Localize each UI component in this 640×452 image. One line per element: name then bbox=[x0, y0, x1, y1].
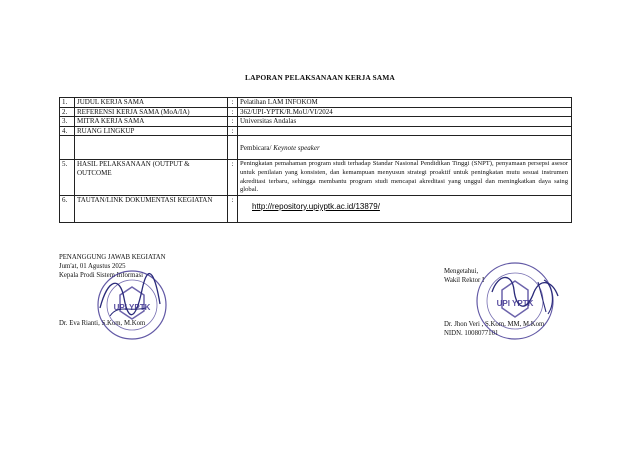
right-stamp-text: UPI YPTK bbox=[496, 299, 534, 308]
right-signature-position: Wakil Rektor I bbox=[444, 277, 485, 284]
documentation-link[interactable]: http://repository.upiyptk.ac.id/13879/ bbox=[252, 201, 380, 211]
report-table bbox=[59, 97, 572, 223]
row-separator: : bbox=[228, 126, 238, 136]
table-row bbox=[60, 136, 572, 160]
row-number: 5. bbox=[60, 160, 75, 195]
row-value: Peningkatan pemahaman program studi terhadap Standar Nasional Pendidikan Tinggi (SNPT), penyamaan persepsi asesor untuk penilaian yang konsisten, dan kemampuan menyusun strategi proaktif untuk peningkatan mutu sesuai instrumen akreditasi terbaru, sehingga membantu program studi mencapai akreditasi yang unggul dan meningkatkan daya saing global. bbox=[238, 160, 572, 195]
right-signature-nidn: NIDN. 1008077101 bbox=[444, 330, 499, 337]
left-signature-date: Jum'at, 01 Agustus 2025 bbox=[59, 263, 126, 270]
document-title: LAPORAN PELAKSANAAN KERJA SAMA bbox=[245, 73, 395, 82]
row-label: JUDUL KERJA SAMA bbox=[75, 98, 228, 108]
row-label: HASIL PELAKSANAAN (OUTPUT & OUTCOME bbox=[75, 160, 228, 195]
row-separator: : bbox=[228, 195, 238, 222]
row-separator: : bbox=[228, 160, 238, 195]
left-stamp-text: UPI YPTK bbox=[113, 303, 151, 312]
left-signature-heading: PENANGGUNG JAWAB KEGIATAN bbox=[59, 254, 166, 261]
right-signature-name: Dr. Jhon Veri , S.Kom, MM, M.Kom bbox=[444, 321, 545, 328]
row-number: 2. bbox=[60, 107, 75, 117]
row-label: TAUTAN/LINK DOKUMENTASI KEGIATAN bbox=[75, 195, 228, 222]
table-row bbox=[60, 195, 572, 222]
left-signature-scribble-icon bbox=[90, 268, 170, 328]
row-label: REFERENSI KERJA SAMA (MoA/IA) bbox=[75, 107, 228, 117]
table-row bbox=[60, 98, 572, 108]
row-value bbox=[238, 195, 572, 222]
row-value: 362/UPI-YPTK/R.MoU/VI/2024 bbox=[238, 107, 572, 117]
table-row bbox=[60, 117, 572, 127]
scope-prefix: Pembicara/ bbox=[240, 143, 274, 152]
row-label: MITRA KERJA SAMA bbox=[75, 117, 228, 127]
row-number: 1. bbox=[60, 98, 75, 108]
table-row bbox=[60, 107, 572, 117]
row-number: 4. bbox=[60, 126, 75, 136]
row-separator: : bbox=[228, 117, 238, 127]
row-label bbox=[75, 136, 228, 160]
scope-italic: Keynote speaker bbox=[273, 143, 320, 152]
row-label: RUANG LINGKUP bbox=[75, 126, 228, 136]
row-value bbox=[238, 126, 572, 136]
left-signature-name: Dr. Eva Rianti, S.Kom, M.Kom bbox=[59, 320, 146, 327]
row-number bbox=[60, 136, 75, 160]
row-value bbox=[238, 136, 572, 160]
row-value: Pelatihan LAM INFOKOM bbox=[238, 98, 572, 108]
row-separator: : bbox=[228, 107, 238, 117]
table-row bbox=[60, 126, 572, 136]
right-signature-scribble-icon bbox=[478, 262, 568, 332]
right-signature-heading: Mengetahui, bbox=[444, 268, 479, 275]
row-number: 3. bbox=[60, 117, 75, 127]
row-value: Universitas Andalas bbox=[238, 117, 572, 127]
table-row bbox=[60, 160, 572, 195]
row-number: 6. bbox=[60, 195, 75, 222]
row-separator bbox=[228, 136, 238, 160]
left-signature-position: Kepala Prodi Sistem Informasi bbox=[59, 272, 144, 279]
row-separator: : bbox=[228, 98, 238, 108]
